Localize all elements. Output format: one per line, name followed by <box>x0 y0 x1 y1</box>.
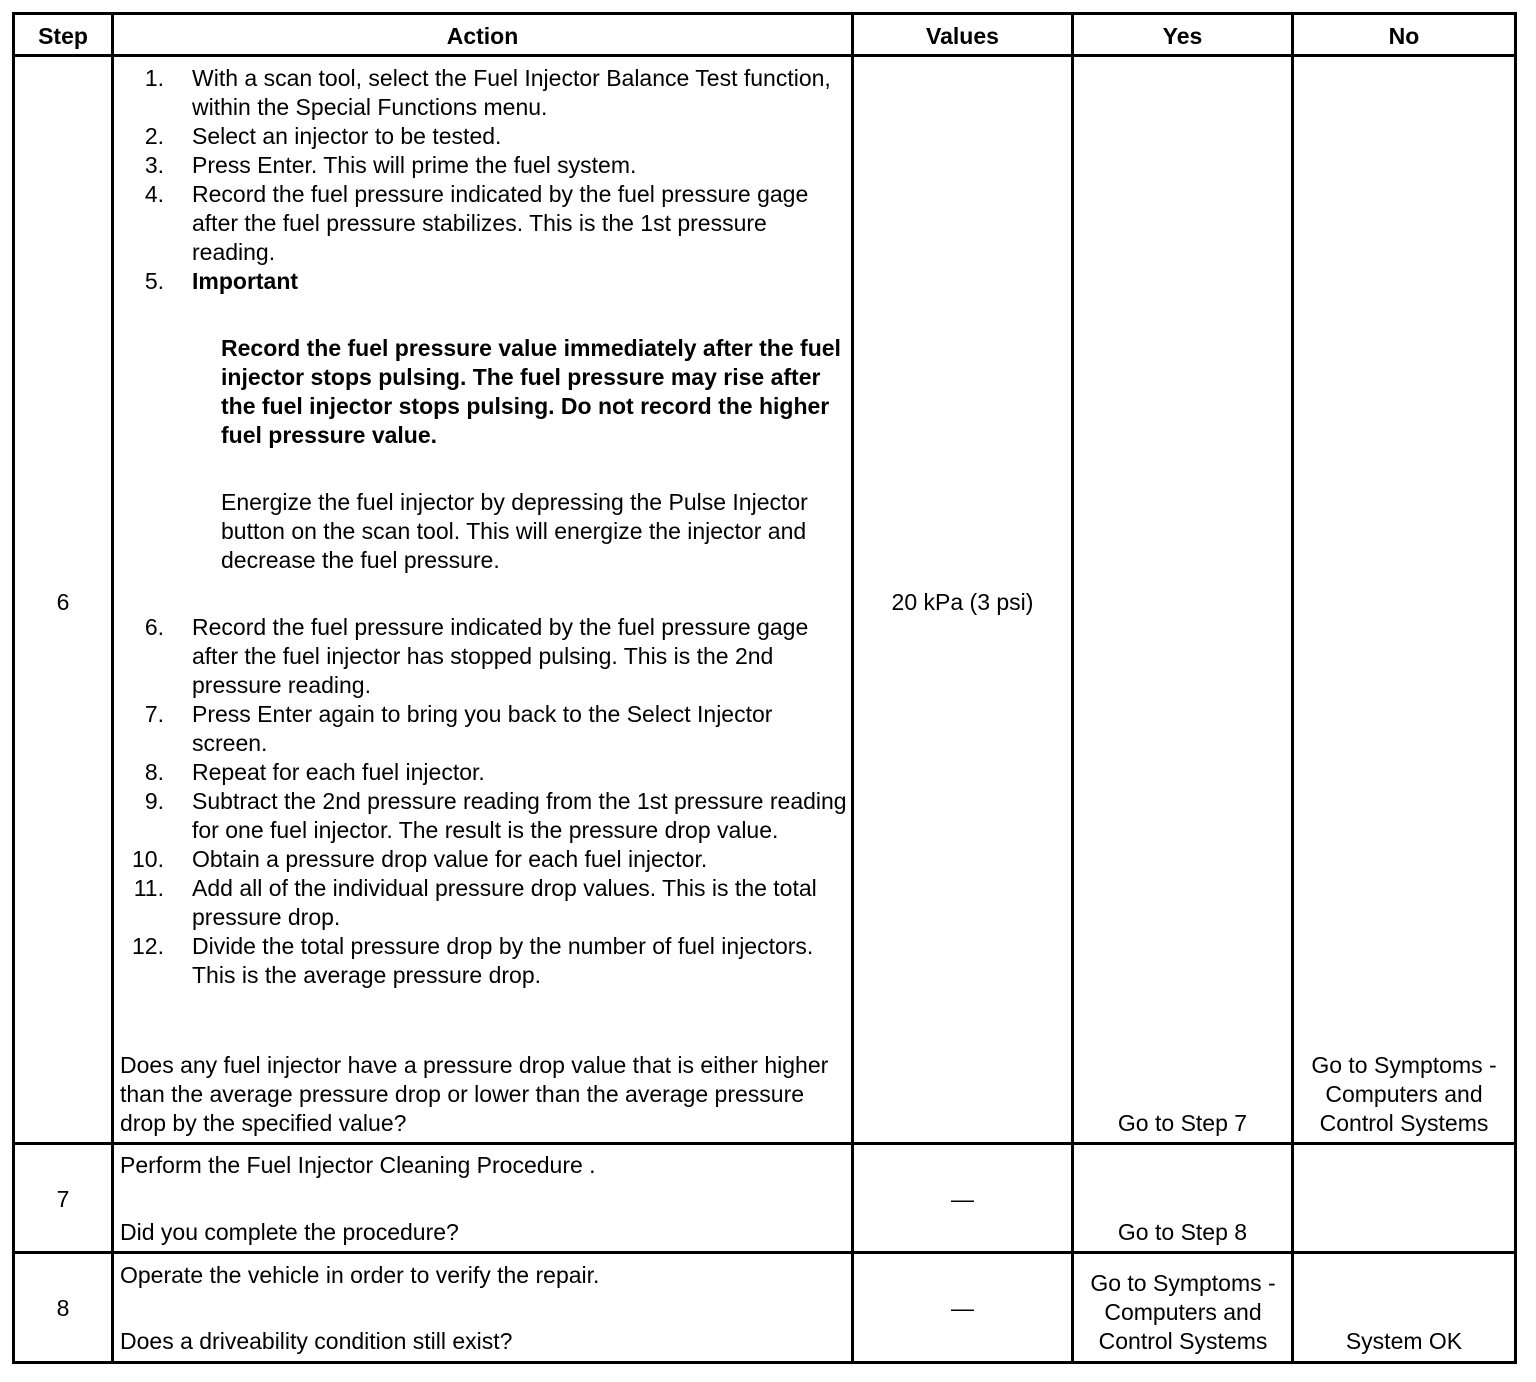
step-6: 6 <box>56 589 70 615</box>
list-item-number: 7. <box>144 701 164 727</box>
instruction-list <box>120 613 850 990</box>
col-divider <box>1071 15 1074 1361</box>
action-step-7: Perform the Fuel Injector Cleaning Procedure . <box>120 1152 596 1178</box>
header-no: No <box>1388 23 1420 49</box>
action-step-8: Operate the vehicle in order to verify the repair. <box>120 1262 600 1288</box>
list-item <box>120 874 850 932</box>
list-item-text: Subtract the 2nd pressure reading from the 1st pressure reading for one fuel injector. The result is the pressure drop value. <box>192 788 847 843</box>
list-item-text: Select an injector to be tested. <box>192 123 502 149</box>
list-item <box>120 151 850 180</box>
important-note: Record the fuel pressure value immediately after the fuel injector stops pulsing. The fuel pressure may rise after the fuel injector stops pulsing. Do not record the higher fuel pressure value. <box>221 335 841 448</box>
list-item-text: Record the fuel pressure indicated by the fuel pressure gage after the fuel injector has stopped pulsing. This is the 2nd pressure reading. <box>192 614 809 698</box>
list-item <box>120 932 850 990</box>
yes-step-8: Go to Symptoms - Computers and Control Systems <box>1090 1270 1276 1354</box>
row-divider <box>15 54 1514 57</box>
energize-instruction: Energize the fuel injector by depressing the Pulse Injector button on the scan tool. This will energize the injector and decrease the fuel pressure. <box>221 489 808 573</box>
header-step: Step <box>38 23 88 49</box>
row-divider <box>15 1251 1514 1254</box>
list-item-text: Record the fuel pressure indicated by the fuel pressure gage after the fuel pressure stabilizes. This is the 1st pressure reading. <box>192 181 809 265</box>
header-action: Action <box>446 23 519 49</box>
list-item <box>120 613 850 700</box>
action-step-6 <box>120 64 850 990</box>
list-item-text: Press Enter. This will prime the fuel system. <box>192 152 637 178</box>
list-item-text: Obtain a pressure drop value for each fuel injector. <box>192 846 708 872</box>
header-yes: Yes <box>1162 23 1203 49</box>
header-values: Values <box>926 23 999 49</box>
diagnostic-table <box>12 12 1517 1364</box>
list-item-number: 8. <box>144 759 164 785</box>
list-item-number: 2. <box>144 123 164 149</box>
col-divider <box>851 15 854 1361</box>
list-item-text: Add all of the individual pressure drop values. This is the total pressure drop. <box>192 875 817 930</box>
step-7: 7 <box>56 1186 70 1212</box>
question-step-7: Did you complete the procedure? <box>120 1219 459 1245</box>
instruction-list <box>120 64 850 296</box>
row-divider <box>15 1142 1514 1145</box>
list-item-number: 3. <box>144 152 164 178</box>
value-step-6: 20 kPa (3 psi) <box>891 589 1034 615</box>
list-item <box>120 267 850 296</box>
list-item <box>120 180 850 267</box>
list-item-number: 12. <box>132 933 164 959</box>
list-item-text: Repeat for each fuel injector. <box>192 759 485 785</box>
list-item <box>120 122 850 151</box>
list-item-number: 4. <box>144 181 164 207</box>
list-item-number: 5. <box>144 268 164 294</box>
list-item-number: 1. <box>144 65 164 91</box>
list-item-number: 9. <box>144 788 164 814</box>
list-item-number: 10. <box>132 846 164 872</box>
list-item-text: With a scan tool, select the Fuel Injector Balance Test function, within the Special Functions menu. <box>192 65 831 120</box>
list-item <box>120 700 850 758</box>
list-item-text: Press Enter again to bring you back to the Select Injector screen. <box>192 701 773 756</box>
list-item <box>120 845 850 874</box>
no-step-6: Go to Symptoms - Computers and Control Systems <box>1311 1052 1497 1136</box>
list-item-text: Important <box>192 268 299 294</box>
value-step-7: — <box>951 1186 974 1212</box>
yes-step-6: Go to Step 7 <box>1117 1110 1248 1136</box>
no-step-8: System OK <box>1345 1328 1463 1354</box>
col-divider <box>1291 15 1294 1361</box>
list-item <box>120 787 850 845</box>
step-8: 8 <box>56 1295 70 1321</box>
question-step-8: Does a driveability condition still exist? <box>120 1328 513 1354</box>
list-item <box>120 64 850 122</box>
list-item-text: Divide the total pressure drop by the number of fuel injectors. This is the average pressure drop. <box>192 933 814 988</box>
list-item <box>120 758 850 787</box>
value-step-8: — <box>951 1295 974 1321</box>
list-item-number: 11. <box>133 875 164 901</box>
question-step-6: Does any fuel injector have a pressure drop value that is either higher than the average pressure drop or lower than the average pressure drop by the specified value? <box>120 1052 829 1136</box>
yes-step-7: Go to Step 8 <box>1117 1219 1248 1245</box>
col-divider <box>111 15 114 1361</box>
list-item-number: 6. <box>144 614 164 640</box>
